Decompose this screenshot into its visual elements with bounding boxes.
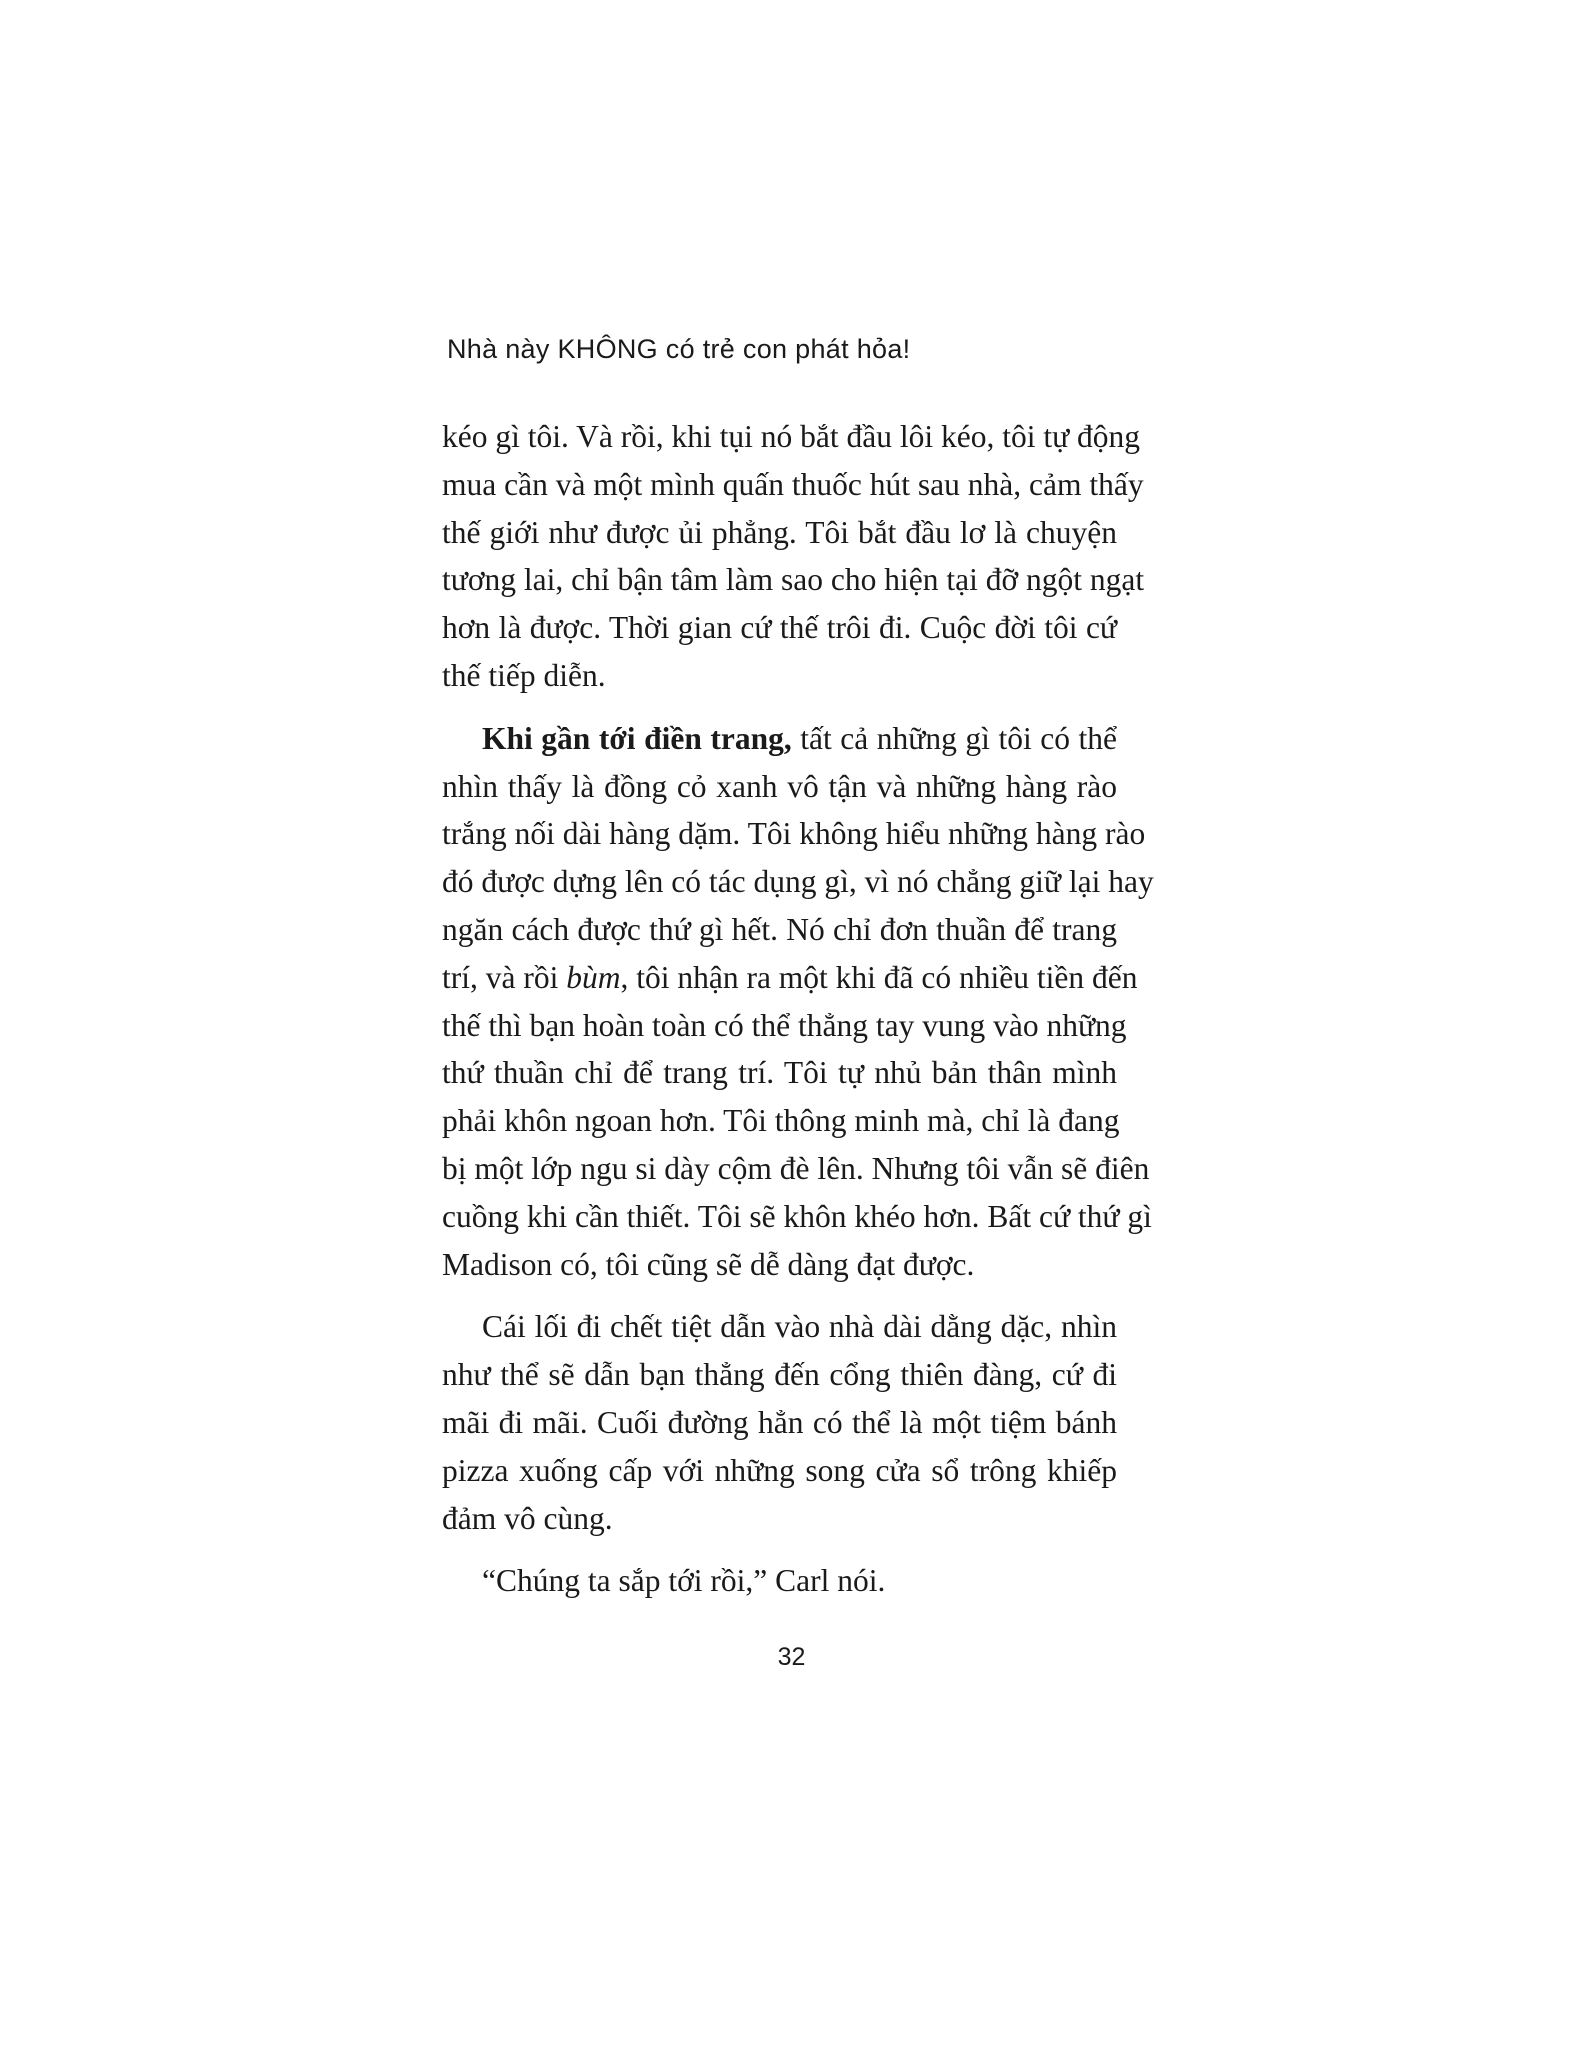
- italic-word: bùm: [566, 959, 621, 995]
- text-line: hơn là được. Thời gian cứ thế trôi đi. Cuộc đời tôi cứ: [442, 610, 1117, 646]
- section-lead-in: Khi gần tới điền trang,: [482, 720, 792, 756]
- text-line: thế thì bạn hoàn toàn có thể thẳng tay vung vào những: [442, 1007, 1127, 1043]
- text-line: ngăn cách được thứ gì hết. Nó chỉ đơn thuần để trang: [442, 911, 1117, 947]
- text-line: thế giới như được ủi phẳng. Tôi bắt đầu lơ là chuyện: [442, 514, 1117, 550]
- text-line: cuồng khi cần thiết. Tôi sẽ khôn khéo hơn. Bất cứ thứ gì: [442, 1198, 1152, 1234]
- text-run: tất cả những gì tôi có thể: [791, 720, 1117, 756]
- text-line: “Chúng ta sắp tới rồi,” Carl nói.: [482, 1563, 886, 1599]
- running-header: Nhà này KHÔNG có trẻ con phát hỏa!: [447, 334, 911, 364]
- page-number: 32: [777, 1643, 806, 1671]
- text-line: bị một lớp ngu si dày cộm đè lên. Nhưng tôi vẫn sẽ điên: [442, 1150, 1150, 1186]
- text-line: phải khôn ngoan hơn. Tôi thông minh mà, chỉ là đang: [442, 1103, 1120, 1139]
- text-line: trắng nối dài hàng dặm. Tôi không hiểu những hàng rào: [442, 816, 1146, 852]
- text-run: trí, và rồi: [442, 959, 567, 995]
- text-line: đảm vô cùng.: [442, 1500, 613, 1536]
- text-line: như thể sẽ dẫn bạn thẳng đến cổng thiên đàng, cứ đi: [442, 1357, 1117, 1393]
- paragraph-2: [442, 715, 1154, 1289]
- text-line: [442, 715, 1117, 763]
- text-line: tương lai, chỉ bận tâm làm sao cho hiện tại đỡ ngột ngạt: [442, 562, 1145, 598]
- text-line: nhìn thấy là đồng cỏ xanh vô tận và những hàng rào: [442, 768, 1117, 804]
- body-text: [442, 413, 1154, 1605]
- text-line: đó được dựng lên có tác dụng gì, vì nó chẳng giữ lại hay: [442, 864, 1154, 900]
- text-line: thứ thuần chỉ để trang trí. Tôi tự nhủ bản thân mình: [442, 1055, 1117, 1091]
- text-line: mua cần và một mình quấn thuốc hút sau nhà, cảm thấy: [442, 466, 1144, 502]
- paragraph-3: [442, 1303, 1117, 1542]
- text-line: Cái lối đi chết tiệt dẫn vào nhà dài dằng dặc, nhìn: [482, 1309, 1117, 1345]
- text-line: Madison có, tôi cũng sẽ dễ dàng đạt được.: [442, 1246, 975, 1282]
- text-line: mãi đi mãi. Cuối đường hẳn có thể là một tiệm bánh: [442, 1404, 1117, 1440]
- text-line: thế tiếp diễn.: [442, 657, 606, 693]
- paragraph-4: [442, 1557, 1117, 1605]
- paragraph-1: [442, 413, 1145, 700]
- text-line: pizza xuống cấp với những song cửa sổ trông khiếp: [442, 1452, 1117, 1488]
- text-line: kéo gì tôi. Và rồi, khi tụi nó bắt đầu lôi kéo, tôi tự động: [442, 419, 1141, 454]
- text-run: , tôi nhận ra một khi đã có nhiều tiền đến: [620, 959, 1138, 995]
- text-line: [442, 954, 1138, 1002]
